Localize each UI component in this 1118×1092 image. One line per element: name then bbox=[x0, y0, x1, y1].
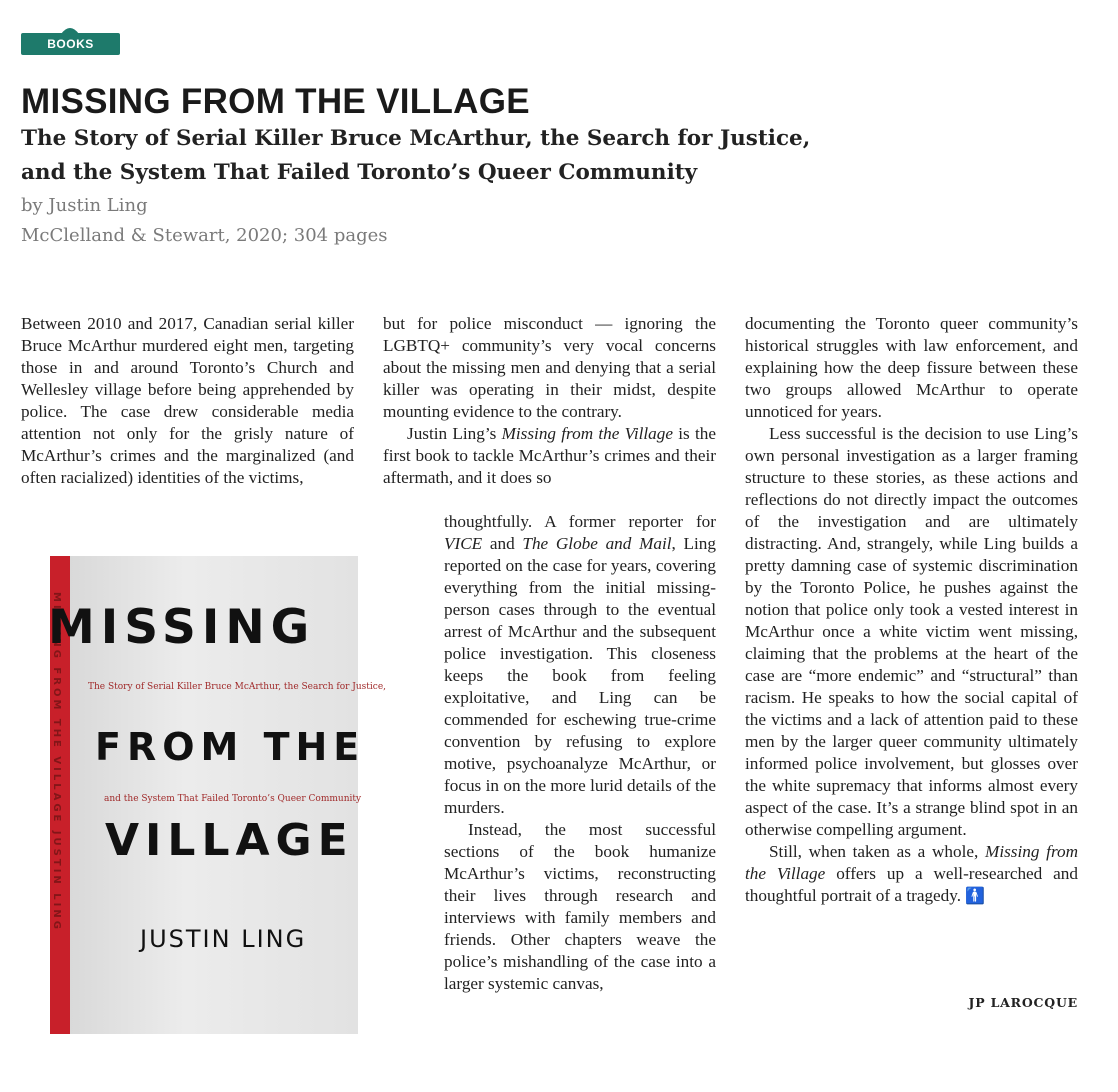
publication-italic: The Globe and Mail bbox=[522, 534, 672, 553]
text-run: Still, when taken as a whole, bbox=[769, 842, 986, 861]
paragraph: but for police misconduct — ignoring the LGBTQ+ community’s very vocal concerns about the missing men and denying that a serial killer was operating in their midst, despite mounting evidence to the contrary. bbox=[383, 314, 716, 421]
section-tag: BOOKS bbox=[21, 33, 120, 55]
cover-subtitle-line-2: and the System That Failed Toronto’s Queer Community bbox=[104, 794, 362, 804]
column-1 bbox=[21, 313, 354, 489]
cover-word-missing: MISSING bbox=[48, 600, 316, 655]
paragraph bbox=[383, 423, 716, 489]
book-title-italic: Missing from the Village bbox=[501, 424, 673, 443]
text-run: thoughtfully. A former reporter for bbox=[444, 512, 716, 531]
person-figure-icon: 🚹 bbox=[965, 886, 986, 905]
cover-subtitle-line-1: The Story of Serial Killer Bruce McArthur, the Search for Justice, bbox=[88, 682, 387, 692]
text-run: Justin Ling’s bbox=[407, 424, 502, 443]
publication-italic: VICE bbox=[444, 534, 483, 553]
article-subtitle: The Story of Serial Killer Bruce McArthur, the Search for Justice, and the System That Failed Toronto’s Queer Community bbox=[21, 126, 811, 185]
paragraph bbox=[745, 841, 1078, 907]
book-title-italic: Missing from the Village bbox=[745, 842, 1079, 883]
paragraph: Between 2010 and 2017, Canadian serial killer Bruce McArthur murdered eight men, targeting those in and around Toronto’s Church and Wellesley village before being apprehended by police. The case drew considerable media attention not only for the grisly nature of McArthur’s crimes and the marginalized (and often racialized) identities of the victims, bbox=[21, 314, 354, 487]
text-run: , Ling reported on the case for years, covering everything from the initial missing-person cases through to the eventual arrest of McArthur and the subsequent police investigation. This closeness keeps the book from feeling exploitative, and Ling can be commended for eschewing true-crime convention by refusing to explore motive, psychoanalyze McArthur, or focus in on the more lurid details of the murders. bbox=[444, 534, 716, 817]
column-2-bottom bbox=[444, 511, 716, 995]
author-signature: JP LAROCQUE bbox=[968, 995, 1078, 1010]
column-3 bbox=[745, 313, 1078, 907]
article-title: MISSING FROM THE VILLAGE bbox=[21, 82, 530, 121]
book-spine-text: MISSING FROM THE VILLAGE JUSTIN LING bbox=[51, 592, 62, 932]
text-run: is the first book to tackle McArthur’s crimes and their aftermath, and it does so bbox=[383, 424, 716, 487]
publication-info: McClelland & Stewart, 2020; 304 pages bbox=[21, 225, 388, 246]
paragraph: Instead, the most successful sections of the book humanize McArthur’s victims, reconstructing their lives through research and interviews with family members and friends. Other chapters weave the police’s mishandling of the case into a larger systemic canvas, bbox=[444, 820, 716, 993]
paragraph: documenting the Toronto queer community’s historical struggles with law enforcement, and explaining how the deep fissure between these two groups allowed McArthur to operate unnoticed for years. bbox=[745, 314, 1078, 421]
cover-author: JUSTIN LING bbox=[140, 925, 307, 953]
cover-word-village: VILLAGE bbox=[105, 815, 354, 866]
paragraph bbox=[444, 511, 716, 819]
byline: by Justin Ling bbox=[21, 195, 148, 216]
text-run: and bbox=[482, 534, 523, 553]
cover-word-from-the: FROM THE bbox=[95, 725, 366, 769]
text-run: offers up a well-researched and thoughtful portrait of a tragedy. bbox=[745, 864, 1078, 905]
paragraph: Less successful is the decision to use Ling’s own personal investigation as a larger framing structure to these stories, as these actions and reflections do not directly impact the outcomes of the investigation and are ultimately distracting. And, strangely, while Ling builds a pretty damning case of systemic discrimination by the Toronto Police, he pushes against the notion that police only took a vested interest in McArthur once a white victim went missing, claiming that the problems at the heart of the case are “more endemic” and “structural” than racism. He speaks to how the social capital of the victims and a lack of attention paid to these men by the larger queer community ultimately informed police involvement, but glosses over the white supremacy that informs almost every aspect of the case. It’s a strange blind spot in an otherwise compelling argument. bbox=[745, 424, 1078, 839]
column-2-top bbox=[383, 313, 716, 489]
